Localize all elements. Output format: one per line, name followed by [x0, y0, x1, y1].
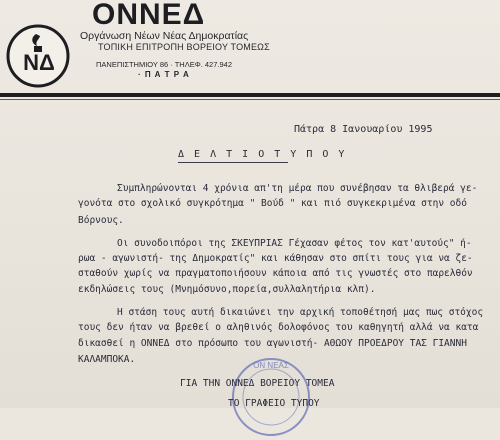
body-line: Συμπληρώνονται 4 χρόνια απ'τη μέρα που συνέβησαν τα θλιβερά γε- [117, 183, 478, 194]
body-line: Οι συνοδοιπόροι της ΣΚΕΥΠΡΙΑΣ Γέχασαν φέτος τον κατ'αυτούς" ή- [117, 238, 472, 249]
letterhead-rule-thin [0, 99, 500, 100]
body-line: γονότα στο σχολικό συγκρότημα " Βούδ " και πιό συγκεκριμένα στην οδό [78, 198, 467, 209]
body-line: σταθούν χωρίς να πραγματοποιήσουν κάποια από τις γνωστές στο παρελθόν [78, 268, 473, 279]
document-date: Πάτρα 8 Ιανουαρίου 1995 [294, 124, 433, 135]
document-title: Δ Ε Λ Τ Ι Ο Τ Υ Π Ο Υ [178, 149, 347, 160]
body-line: δικασθεί η ΟΝΝΕΔ στο πρόσωπο του αγωνιστή- ΑΘΩΟΥ ΠΡΟΕΔΡΟΥ ΤΑΣ ΓΙΑΝΝΗ [78, 338, 467, 349]
office-stamp [228, 354, 314, 440]
letterhead-rule [0, 93, 500, 97]
body-line: ΚΑΛΑΜΠΟΚΑ. [78, 354, 136, 365]
signature-office: ΤΟ ΓΡΑΦΕΙΟ ΤΥΠΟΥ [228, 398, 320, 409]
body-line: ρωα - αγωνιστή- της Δημοκρατίς" και κάθησαν στο σπίτι τους για να ζε- [78, 253, 473, 264]
logo-text: ΝΔ [23, 50, 55, 75]
stamp-text: ΟΝ ΝΕΑΣ [253, 361, 289, 370]
body-line: Η στάση τους αυτή δικαιώνει την αρχική τοποθέτησή μας πως στόχος [117, 307, 484, 318]
title-underline [178, 162, 288, 163]
city: · Π Α Τ Ρ Α [138, 70, 190, 79]
org-name: Οργάνωση Νέων Νέας Δημοκρατίας [80, 30, 249, 42]
brand-name: ONNEΔ [92, 0, 206, 31]
nd-logo [6, 24, 70, 88]
body-line: εκδηλώσεις τους (Μνημόσυνο,πορεία,συλλαλητήρια κλπ). [78, 284, 376, 295]
body-line: Βόρνους. [78, 215, 124, 226]
signature-line: ΓΙΑ ΤΗΝ ΟΝΝΕΔ ΒΟΡΕΙΟΥ ΤΟΜΕΑ [180, 378, 335, 389]
body-line: τους δεν ήταν να βρεθεί ο αληθινός δολοφόνος του καθηγητή αλλά να κατα [78, 322, 479, 333]
address: ΠΑΝΕΠΙΣΤΗΜΙΟΥ 86 · ΤΗΛΕΦ. 427.942 [96, 60, 232, 69]
committee-name: ΤΟΠΙΚΗ ΕΠΙΤΡΟΠΗ ΒΟΡΕΙΟΥ ΤΟΜΕΩΣ [98, 42, 270, 52]
